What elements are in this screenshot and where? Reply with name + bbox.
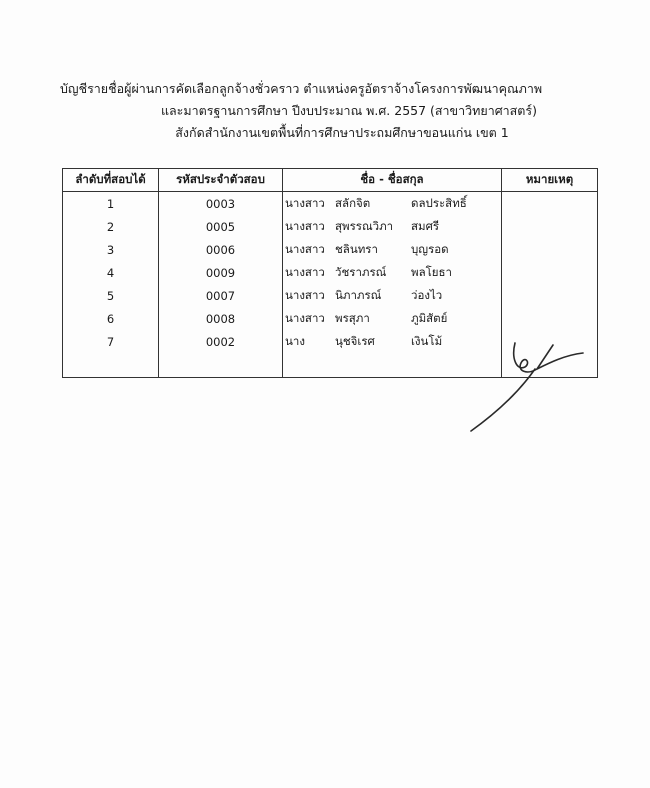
rank-cell: 4 xyxy=(63,261,159,284)
rank-cell: 7 xyxy=(63,330,159,353)
name-cell xyxy=(283,284,502,307)
name-cell xyxy=(283,238,502,261)
name-cell xyxy=(283,192,502,216)
note-cell xyxy=(502,238,598,261)
first-name: สุพรรณวิภา xyxy=(335,218,394,233)
title-line-3: สังกัดสำนักงานเขตพื้นที่การศึกษาประถมศึกษาขอนแก่น เขต 1 xyxy=(175,125,509,140)
rank-cell: 5 xyxy=(63,284,159,307)
first-name: พรสุภา xyxy=(335,310,370,325)
rank-cell: 6 xyxy=(63,307,159,330)
last-name: ดลประสิทธิ์ xyxy=(411,195,467,210)
signature-mark xyxy=(465,325,595,435)
rank-cell: 2 xyxy=(63,215,159,238)
title-line-1: บัญชีรายชื่อผู้ผ่านการคัดเลือกลูกจ้างชั่วคราว ตำแหน่งครูอัตราจ้างโครงการพัฒนาคุณภาพ xyxy=(60,81,543,96)
table-header-row xyxy=(63,169,598,192)
first-name: วัชราภรณ์ xyxy=(335,264,387,279)
column-header-name: ชื่อ - ชื่อสกุล xyxy=(283,169,502,192)
code-cell: 0002 xyxy=(159,330,283,353)
first-name: ชลินทรา xyxy=(335,241,378,256)
first-name: นุชจิเรศ xyxy=(335,333,375,348)
name-prefix: นาง xyxy=(285,333,305,348)
note-cell xyxy=(502,284,598,307)
last-name: สมศรี xyxy=(411,218,440,233)
table-row xyxy=(63,215,598,238)
code-cell: 0008 xyxy=(159,307,283,330)
last-name: พลโยธา xyxy=(411,264,453,279)
last-name: เงินโม้ xyxy=(411,333,443,348)
note-cell xyxy=(502,261,598,284)
code-cell: 0006 xyxy=(159,238,283,261)
name-prefix: นางสาว xyxy=(285,287,325,302)
first-name: สลักจิต xyxy=(335,195,371,210)
first-name: นิภาภรณ์ xyxy=(335,287,382,302)
name-prefix: นางสาว xyxy=(285,241,325,256)
name-cell xyxy=(283,215,502,238)
name-prefix: นางสาว xyxy=(285,218,325,233)
rank-cell: 1 xyxy=(63,192,159,216)
name-prefix: นางสาว xyxy=(285,195,325,210)
code-cell: 0009 xyxy=(159,261,283,284)
code-cell: 0003 xyxy=(159,192,283,216)
last-name: ว่องไว xyxy=(411,287,443,302)
rank-cell: 3 xyxy=(63,238,159,261)
code-cell: 0005 xyxy=(159,215,283,238)
last-name: บุญรอด xyxy=(411,241,449,256)
note-cell xyxy=(502,192,598,216)
title-line-2: และมาตรฐานการศึกษา ปีงบประมาณ พ.ศ. 2557 (สาขาวิทยาศาสตร์) xyxy=(160,103,538,118)
table-row xyxy=(63,238,598,261)
name-prefix: นางสาว xyxy=(285,310,325,325)
name-cell xyxy=(283,261,502,284)
column-header-note: หมายเหตุ xyxy=(502,169,598,192)
name-prefix: นางสาว xyxy=(285,264,325,279)
code-cell: 0007 xyxy=(159,284,283,307)
table-row xyxy=(63,261,598,284)
column-header-code: รหัสประจำตัวสอบ xyxy=(159,169,283,192)
table-row xyxy=(63,284,598,307)
table-row xyxy=(63,192,598,216)
note-cell xyxy=(502,215,598,238)
last-name: ภูมิสัตย์ xyxy=(411,310,448,325)
column-header-rank: ลำดับที่สอบได้ xyxy=(63,169,159,192)
